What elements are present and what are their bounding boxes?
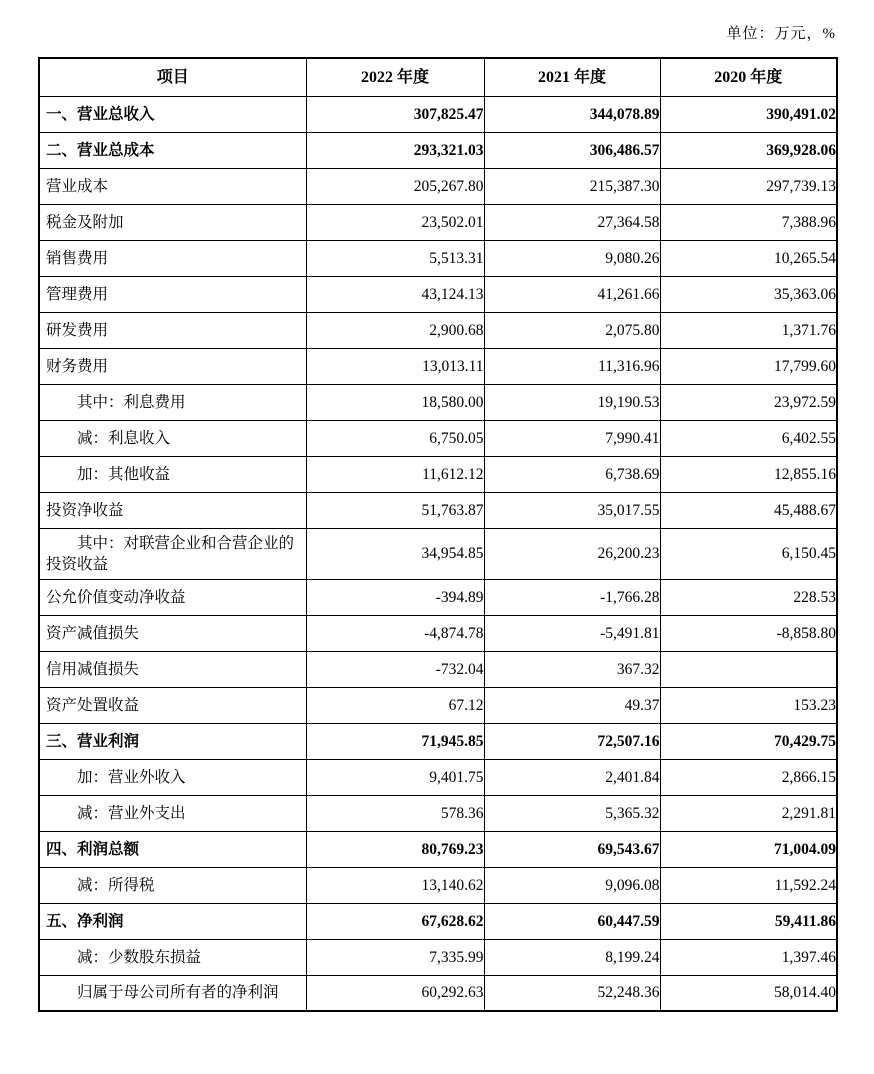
- value-cell: 45,488.67: [660, 492, 837, 528]
- value-cell: 293,321.03: [306, 132, 484, 168]
- value-cell: 19,190.53: [484, 384, 660, 420]
- item-label: 归属于母公司所有者的净利润: [77, 984, 279, 1002]
- value-cell: [660, 651, 837, 687]
- value-cell: 1,371.76: [660, 312, 837, 348]
- value-cell: 11,592.24: [660, 867, 837, 903]
- item-cell: [39, 867, 306, 903]
- item-cell: [39, 528, 306, 579]
- value-cell: 578.36: [306, 795, 484, 831]
- item-label: 加：营业外收入: [77, 768, 186, 786]
- item-label: 其中：对联营企业和合营企业的投资收益: [46, 534, 295, 573]
- value-cell: 5,365.32: [484, 795, 660, 831]
- item-label: 资产减值损失: [46, 624, 140, 642]
- table-row: [39, 528, 837, 579]
- value-cell: 9,080.26: [484, 240, 660, 276]
- item-cell: [39, 687, 306, 723]
- item-label: 营业成本: [46, 177, 109, 195]
- item-cell: [39, 168, 306, 204]
- column-header-item: 项目: [39, 58, 306, 96]
- value-cell: 26,200.23: [484, 528, 660, 579]
- value-cell: 215,387.30: [484, 168, 660, 204]
- item-cell: [39, 579, 306, 615]
- value-cell: -8,858.80: [660, 615, 837, 651]
- value-cell: 13,140.62: [306, 867, 484, 903]
- value-cell: 390,491.02: [660, 96, 837, 132]
- item-label: 管理费用: [46, 285, 109, 303]
- value-cell: 18,580.00: [306, 384, 484, 420]
- item-cell: [39, 939, 306, 975]
- table-row: [39, 348, 837, 384]
- value-cell: 367.32: [484, 651, 660, 687]
- table-row: [39, 96, 837, 132]
- value-cell: 23,972.59: [660, 384, 837, 420]
- value-cell: 72,507.16: [484, 723, 660, 759]
- value-cell: 11,612.12: [306, 456, 484, 492]
- item-cell: [39, 348, 306, 384]
- item-cell: [39, 456, 306, 492]
- item-label: 投资净收益: [46, 501, 124, 519]
- value-cell: 59,411.86: [660, 903, 837, 939]
- document-content: [38, 24, 836, 1012]
- table-row: [39, 651, 837, 687]
- value-cell: 67.12: [306, 687, 484, 723]
- value-cell: 6,150.45: [660, 528, 837, 579]
- item-cell: [39, 615, 306, 651]
- item-label: 其中：利息费用: [77, 393, 186, 411]
- item-cell: [39, 492, 306, 528]
- table-row: [39, 420, 837, 456]
- value-cell: 60,447.59: [484, 903, 660, 939]
- item-cell: [39, 276, 306, 312]
- table-row: [39, 723, 837, 759]
- value-cell: 7,388.96: [660, 204, 837, 240]
- item-label: 加：其他收益: [77, 465, 171, 483]
- table-row: [39, 492, 837, 528]
- value-cell: 69,543.67: [484, 831, 660, 867]
- item-cell: [39, 723, 306, 759]
- value-cell: 71,004.09: [660, 831, 837, 867]
- table-row: [39, 312, 837, 348]
- value-cell: 67,628.62: [306, 903, 484, 939]
- value-cell: 228.53: [660, 579, 837, 615]
- item-label: 销售费用: [46, 249, 109, 267]
- item-cell: [39, 975, 306, 1011]
- value-cell: 10,265.54: [660, 240, 837, 276]
- table-row: [39, 579, 837, 615]
- table-row: [39, 795, 837, 831]
- item-label: 资产处置收益: [46, 696, 140, 714]
- column-header-2022: 2022 年度: [306, 58, 484, 96]
- value-cell: 6,738.69: [484, 456, 660, 492]
- value-cell: 13,013.11: [306, 348, 484, 384]
- item-cell: [39, 312, 306, 348]
- value-cell: 7,990.41: [484, 420, 660, 456]
- value-cell: -5,491.81: [484, 615, 660, 651]
- value-cell: 2,866.15: [660, 759, 837, 795]
- item-label: 一、营业总收入: [46, 105, 155, 123]
- value-cell: 23,502.01: [306, 204, 484, 240]
- value-cell: 6,750.05: [306, 420, 484, 456]
- value-cell: 369,928.06: [660, 132, 837, 168]
- value-cell: 5,513.31: [306, 240, 484, 276]
- value-cell: 6,402.55: [660, 420, 837, 456]
- value-cell: 205,267.80: [306, 168, 484, 204]
- item-label: 减：所得税: [77, 876, 155, 894]
- item-cell: [39, 651, 306, 687]
- item-label: 减：利息收入: [77, 429, 171, 447]
- table-row: [39, 759, 837, 795]
- item-label: 减：少数股东损益: [77, 948, 202, 966]
- item-label: 三、营业利润: [46, 732, 140, 750]
- item-cell: [39, 903, 306, 939]
- item-label: 财务费用: [46, 357, 109, 375]
- value-cell: 12,855.16: [660, 456, 837, 492]
- table-row: [39, 456, 837, 492]
- value-cell: 307,825.47: [306, 96, 484, 132]
- value-cell: -4,874.78: [306, 615, 484, 651]
- item-cell: [39, 759, 306, 795]
- item-label: 五、净利润: [46, 912, 124, 930]
- item-label: 研发费用: [46, 321, 109, 339]
- value-cell: 153.23: [660, 687, 837, 723]
- item-label: 四、利润总额: [46, 840, 140, 858]
- value-cell: 2,401.84: [484, 759, 660, 795]
- value-cell: 7,335.99: [306, 939, 484, 975]
- value-cell: 2,291.81: [660, 795, 837, 831]
- value-cell: 2,900.68: [306, 312, 484, 348]
- table-row: [39, 975, 837, 1011]
- item-cell: [39, 240, 306, 276]
- table-row: [39, 132, 837, 168]
- table-row: [39, 384, 837, 420]
- table-row: [39, 903, 837, 939]
- item-cell: [39, 795, 306, 831]
- item-cell: [39, 420, 306, 456]
- item-cell: [39, 831, 306, 867]
- table-row: [39, 240, 837, 276]
- value-cell: 17,799.60: [660, 348, 837, 384]
- value-cell: -394.89: [306, 579, 484, 615]
- value-cell: 52,248.36: [484, 975, 660, 1011]
- item-label: 二、营业总成本: [46, 141, 155, 159]
- value-cell: 41,261.66: [484, 276, 660, 312]
- value-cell: -1,766.28: [484, 579, 660, 615]
- value-cell: 344,078.89: [484, 96, 660, 132]
- item-cell: [39, 96, 306, 132]
- item-label: 减：营业外支出: [77, 804, 186, 822]
- value-cell: 35,017.55: [484, 492, 660, 528]
- item-cell: [39, 384, 306, 420]
- value-cell: 11,316.96: [484, 348, 660, 384]
- value-cell: 43,124.13: [306, 276, 484, 312]
- value-cell: 8,199.24: [484, 939, 660, 975]
- value-cell: 80,769.23: [306, 831, 484, 867]
- header-row: [39, 58, 837, 96]
- item-cell: [39, 132, 306, 168]
- value-cell: 60,292.63: [306, 975, 484, 1011]
- table-row: [39, 867, 837, 903]
- value-cell: 49.37: [484, 687, 660, 723]
- value-cell: 306,486.57: [484, 132, 660, 168]
- value-cell: 35,363.06: [660, 276, 837, 312]
- value-cell: 9,401.75: [306, 759, 484, 795]
- item-label: 公允价值变动净收益: [46, 588, 186, 606]
- value-cell: -732.04: [306, 651, 484, 687]
- table-row: [39, 168, 837, 204]
- value-cell: 34,954.85: [306, 528, 484, 579]
- table-row: [39, 687, 837, 723]
- value-cell: 9,096.08: [484, 867, 660, 903]
- item-label: 信用减值损失: [46, 660, 140, 678]
- table-row: [39, 831, 837, 867]
- value-cell: 2,075.80: [484, 312, 660, 348]
- value-cell: 27,364.58: [484, 204, 660, 240]
- table-row: [39, 276, 837, 312]
- column-header-2021: 2021 年度: [484, 58, 660, 96]
- table-row: [39, 615, 837, 651]
- table-row: [39, 204, 837, 240]
- value-cell: 51,763.87: [306, 492, 484, 528]
- column-header-2020: 2020 年度: [660, 58, 837, 96]
- value-cell: 71,945.85: [306, 723, 484, 759]
- value-cell: 58,014.40: [660, 975, 837, 1011]
- item-label: 税金及附加: [46, 213, 124, 231]
- value-cell: 1,397.46: [660, 939, 837, 975]
- item-cell: [39, 204, 306, 240]
- unit-note: 单位：万元，%: [726, 26, 836, 42]
- income-statement-table: [38, 57, 838, 1012]
- table-row: [39, 939, 837, 975]
- value-cell: 297,739.13: [660, 168, 837, 204]
- value-cell: 70,429.75: [660, 723, 837, 759]
